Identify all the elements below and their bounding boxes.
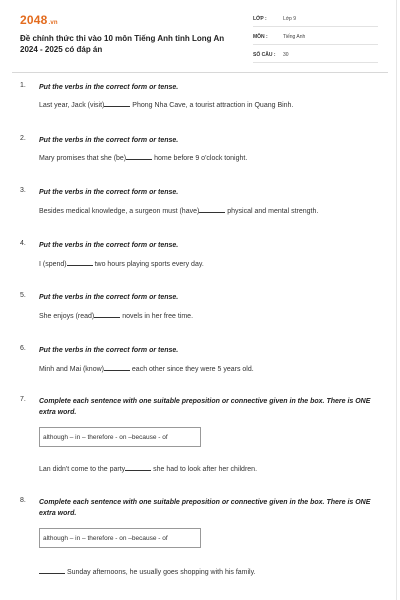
meta-value: Tiếng Anh [283, 34, 306, 40]
site-logo[interactable] [20, 13, 58, 27]
sentence-before: Mary promises that she (be) [39, 155, 127, 162]
question-number: 5. [20, 292, 26, 299]
sentence-before: Lan didn't come to the party [39, 466, 126, 473]
answer-blank[interactable] [67, 259, 93, 266]
question-instruction: Put the verbs in the correct form or tense. [39, 84, 179, 91]
meta-key: SỐ CÂU : [253, 52, 276, 58]
question-number: 4. [20, 240, 26, 247]
meta-value: 30 [283, 52, 289, 58]
question-number: 6. [20, 345, 26, 352]
answer-blank[interactable] [104, 100, 130, 107]
sentence-after: physical and mental strength. [225, 208, 319, 215]
question-sentence [39, 206, 380, 215]
question-instruction: Put the verbs in the correct form or tense. [39, 242, 179, 249]
meta-key: MÔN : [253, 34, 268, 40]
sentence-after: Phong Nha Cave, a tourist attraction in Quang Binh. [130, 102, 294, 109]
question-number: 3. [20, 187, 26, 194]
meta-info [253, 12, 378, 66]
question-sentence [39, 567, 380, 576]
word-box: although – in – therefore - on –because - of [39, 427, 201, 447]
question-sentence [39, 153, 380, 162]
answer-blank[interactable] [94, 311, 120, 318]
meta-row-count [253, 48, 378, 63]
sentence-after: Sunday afternoons, he usually goes shopping with his family. [65, 569, 256, 576]
sentence-after: two hours playing sports every day. [92, 261, 204, 268]
question-number: 7. [20, 396, 26, 403]
meta-row-subject [253, 30, 378, 45]
question-number: 1. [20, 82, 26, 89]
logo-main: 2048 [20, 13, 48, 27]
sentence-after: each other since they were 5 years old. [129, 366, 254, 373]
sentence-before: Minh and Mai (know) [39, 366, 104, 373]
sentence-after: she had to look after her children. [151, 466, 258, 473]
header-divider [12, 72, 388, 73]
answer-blank[interactable] [199, 206, 225, 213]
question-number: 2. [20, 135, 26, 142]
sentence-after: novels in her free time. [120, 313, 194, 320]
question-instruction: Put the verbs in the correct form or tense. [39, 347, 179, 354]
word-box: although – in – therefore - on –because - of [39, 528, 201, 548]
question-instruction: Put the verbs in the correct form or tense. [39, 189, 179, 196]
meta-row-class [253, 12, 378, 27]
question-sentence [39, 259, 380, 268]
page-edge [396, 0, 397, 600]
question-instruction: Put the verbs in the correct form or tense. [39, 137, 179, 144]
answer-blank[interactable] [39, 567, 65, 574]
logo-tld: .vn [48, 20, 58, 26]
answer-blank[interactable] [125, 464, 151, 471]
question-sentence [39, 364, 380, 373]
sentence-before: She enjoys (read) [39, 313, 95, 320]
question-instruction: Complete each sentence with one suitable preposition or connective given in the box. There is ONE extra word. [39, 398, 371, 416]
question-instruction: Put the verbs in the correct form or tense. [39, 294, 179, 301]
question-sentence [39, 311, 380, 320]
question-instruction: Complete each sentence with one suitable preposition or connective given in the box. There is ONE extra word. [39, 499, 371, 517]
sentence-after: home before 9 o'clock tonight. [152, 155, 248, 162]
meta-value: Lớp 9 [283, 16, 297, 22]
question-sentence [39, 464, 380, 473]
question-sentence [39, 100, 380, 109]
document-title: Đề chính thức thi vào 10 môn Tiếng Anh tỉnh Long An 2024 - 2025 có đáp án [20, 34, 225, 54]
question-number: 8. [20, 497, 26, 504]
document-header [0, 0, 400, 70]
answer-blank[interactable] [104, 364, 130, 371]
sentence-before: Last year, Jack (visit) [39, 102, 105, 109]
answer-blank[interactable] [126, 153, 152, 160]
sentence-before: I (spend) [39, 261, 67, 268]
sentence-before: Besides medical knowledge, a surgeon must (have) [39, 208, 200, 215]
meta-key: LỚP : [253, 16, 267, 22]
